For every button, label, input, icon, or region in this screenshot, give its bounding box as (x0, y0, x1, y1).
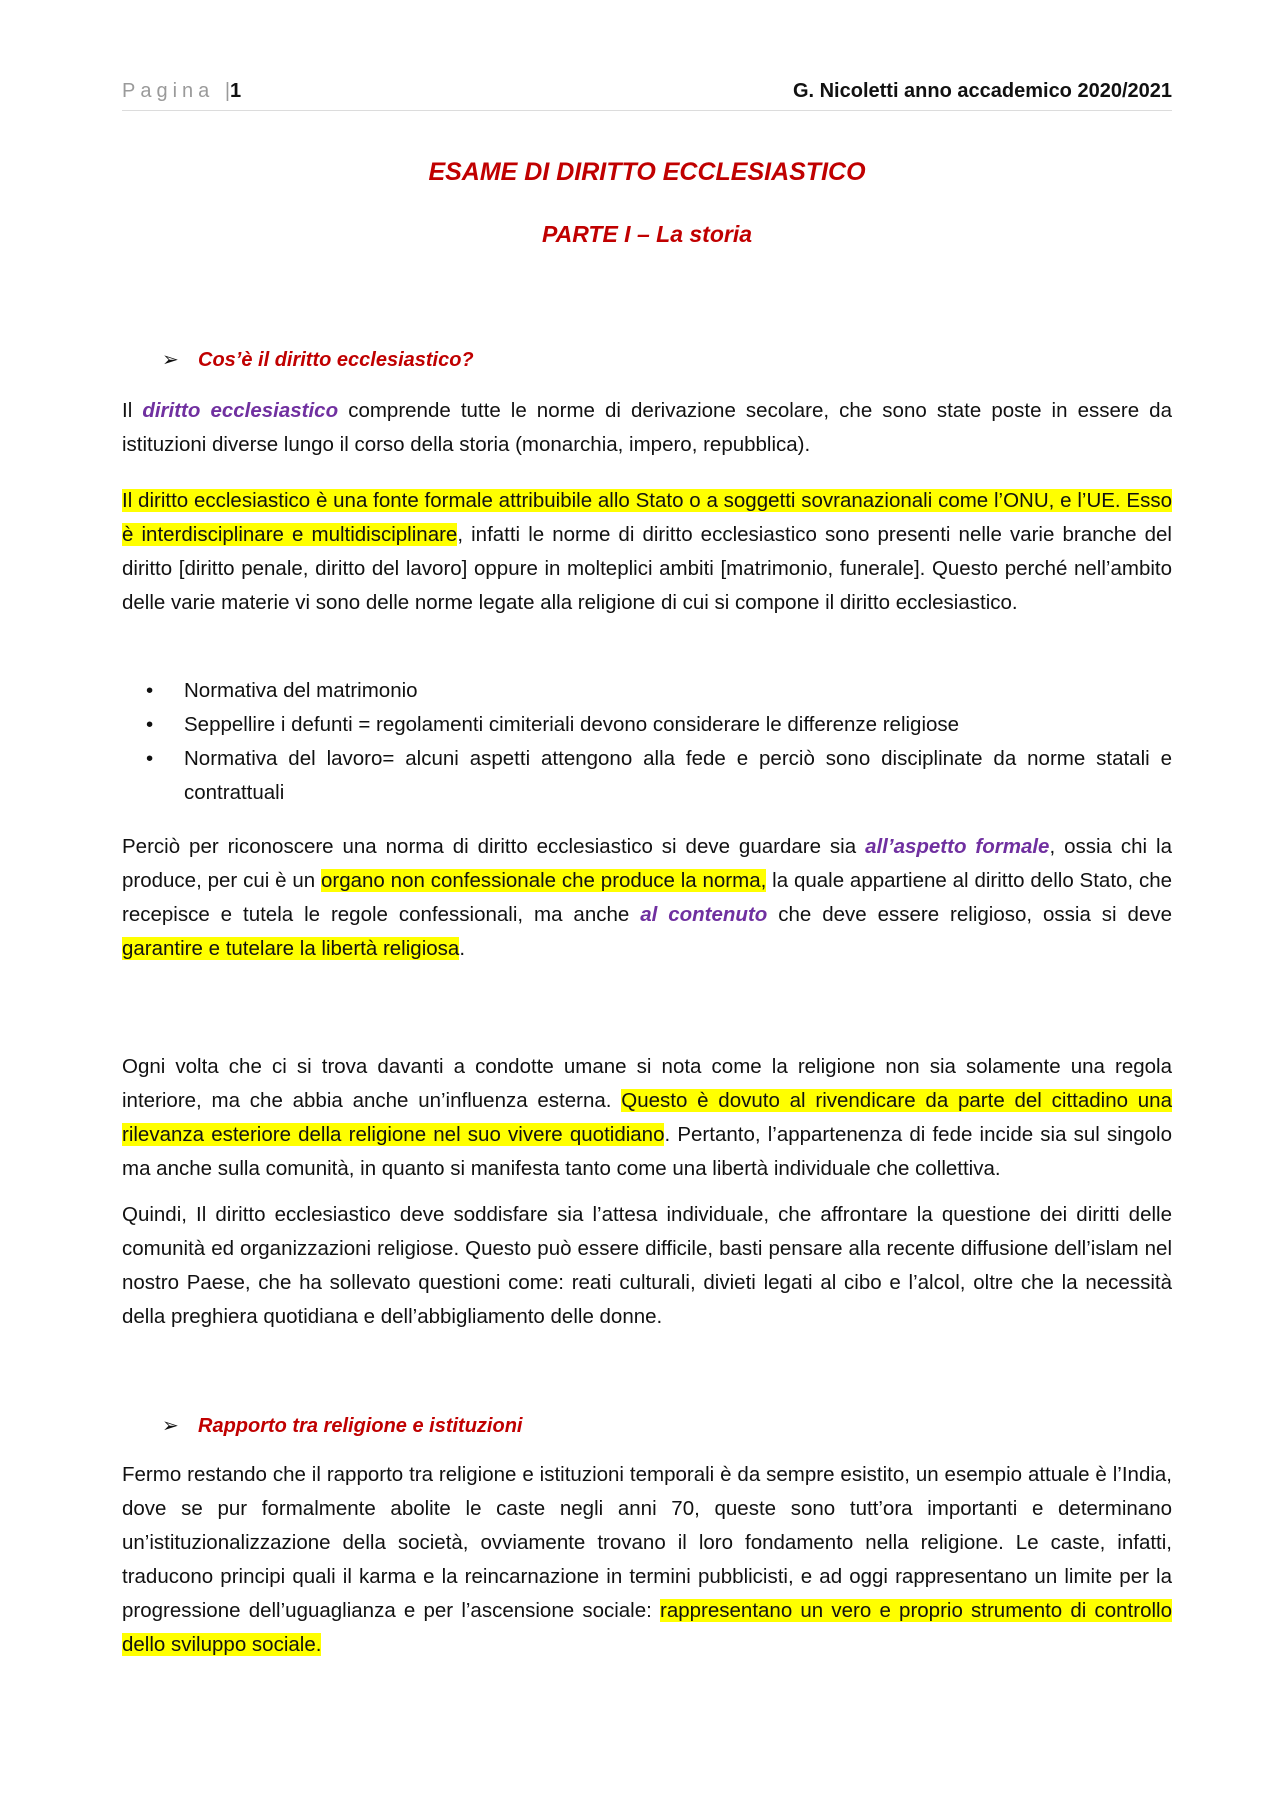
list-item-text: Normativa del lavoro= alcuni aspetti attengono alla fede e perciò sono disciplinate da norme statali e contrattuali (184, 747, 1172, 804)
bullet-list (122, 674, 1172, 810)
bullet-dot-icon: • (146, 747, 154, 770)
highlighted-text: rappresentano un vero e proprio strumento di controllo dello sviluppo sociale. (122, 1599, 1172, 1656)
author-year: G. Nicoletti anno accademico 2020/2021 (792, 80, 1172, 102)
text-run: che deve essere religioso, ossia si deve (767, 903, 1172, 926)
arrow-bullet-icon: ➢ (162, 349, 179, 371)
document-subtitle: PARTE I – La storia (541, 221, 753, 247)
page-number: 1 (230, 80, 242, 102)
page-label: Pagina (122, 80, 215, 102)
text-run: , infatti le norme di diritto ecclesiastico sono presenti nelle varie branche del diritto [diritto penale, diritto del lavoro] oppure in molteplici ambiti [matrimonio, funerale]. Questo perché nell’ambito delle varie materie vi sono delle norme legate alla religione di cui si compone il diritto ecclesiastico. (122, 523, 1172, 614)
text-run: , ossia chi la produce, per cui è un (122, 835, 1172, 892)
arrow-bullet-icon: ➢ (162, 1415, 179, 1437)
section-heading-text: Cos’è il diritto ecclesiastico? (198, 349, 474, 371)
highlighted-text: organo non confessionale che produce la norma, (321, 869, 767, 892)
section-heading-2 (162, 1413, 522, 1438)
page-header (122, 76, 1172, 111)
emphasis-term: al contenuto (640, 903, 768, 926)
text-run: Fermo restando che il rapporto tra religione e istituzioni temporali è da sempre esistito, un esempio attuale è l’India, dove se pur formalmente abolite le caste negli anni 70, queste sono tutt’ora importanti e determinano un’istituzionalizzazione della società, ovviamente trovano il loro fondamento nella religione. Le caste, infatti, traducono principi quali il karma e la reincarnazione in termini pubblicisti, e ad oggi rappresentano un limite per la progressione dell’uguaglianza e per l’ascensione sociale: (122, 1463, 1172, 1622)
bullet-dot-icon: • (146, 713, 154, 736)
document-title: ESAME DI DIRITTO ECCLESIASTICO (428, 158, 866, 186)
paragraph-1 (122, 394, 1172, 462)
text-run: Perciò per riconoscere una norma di diritto ecclesiastico si deve guardare sia (122, 835, 866, 858)
text-run: comprende tutte le norme di derivazione secolare, che sono state poste in essere da istituzioni diverse lungo il corso della storia (monarchia, impero, repubblica). (122, 399, 1172, 456)
paragraph-3 (122, 830, 1172, 966)
text-run: la quale appartiene al diritto dello Stato, che recepisce e tutela le regole confessionali, ma anche (122, 869, 1173, 926)
paragraph-4 (122, 1050, 1172, 1186)
emphasis-term: diritto ecclesiastico (142, 399, 339, 422)
page-separator: | (224, 80, 231, 102)
highlighted-text: Questo è dovuto al rivendicare da parte del cittadino una rilevanza esteriore della religione nel suo vivere quotidiano (122, 1089, 1172, 1146)
text-run: . (459, 937, 466, 960)
text-run: . Pertanto, l’appartenenza di fede incide sia sul singolo ma anche sulla comunità, in quanto si manifesta tanto come una libertà individuale che collettiva. (122, 1123, 1172, 1180)
paragraph-6 (122, 1458, 1172, 1662)
paragraph-5: Quindi, Il diritto ecclesiastico deve soddisfare sia l’attesa individuale, che affrontare la questione dei diritti delle comunità ed organizzazioni religiose. Questo può essere difficile, basti pensare alla recente diffusione dell’islam nel nostro Paese, che ha sollevato questioni come: reati culturali, divieti legati al cibo e l’alcol, oltre che la necessità della preghiera quotidiana e dell’abbigliamento delle donne. (122, 1203, 1172, 1328)
section-heading-1 (162, 347, 474, 372)
list-item (122, 674, 1172, 708)
list-item-text: Seppellire i defunti = regolamenti cimiteriali devono considerare le differenze religiose (184, 713, 960, 736)
paragraph-2 (122, 484, 1172, 620)
highlighted-text: garantire e tutelare la libertà religiosa (122, 937, 460, 960)
list-item (122, 742, 1172, 810)
emphasis-term: all’aspetto formale (865, 835, 1050, 858)
text-run: Il (122, 399, 143, 422)
document-page (122, 0, 1172, 1811)
list-item-text: Normativa del matrimonio (184, 679, 418, 702)
text-run: Ogni volta che ci si trova davanti a condotte umane si nota come la religione non sia solamente una regola interiore, ma che abbia anche un’influenza esterna. (122, 1055, 1172, 1112)
bullet-dot-icon: • (146, 679, 154, 702)
page-number-label (122, 80, 241, 103)
list-item (122, 708, 1172, 742)
section-heading-text: Rapporto tra religione e istituzioni (198, 1415, 523, 1437)
highlighted-text: Il diritto ecclesiastico è una fonte formale attribuibile allo Stato o a soggetti sovranazionali come l’ONU, e l’UE. Esso è interdisciplinare e multidisciplinare (122, 489, 1172, 546)
